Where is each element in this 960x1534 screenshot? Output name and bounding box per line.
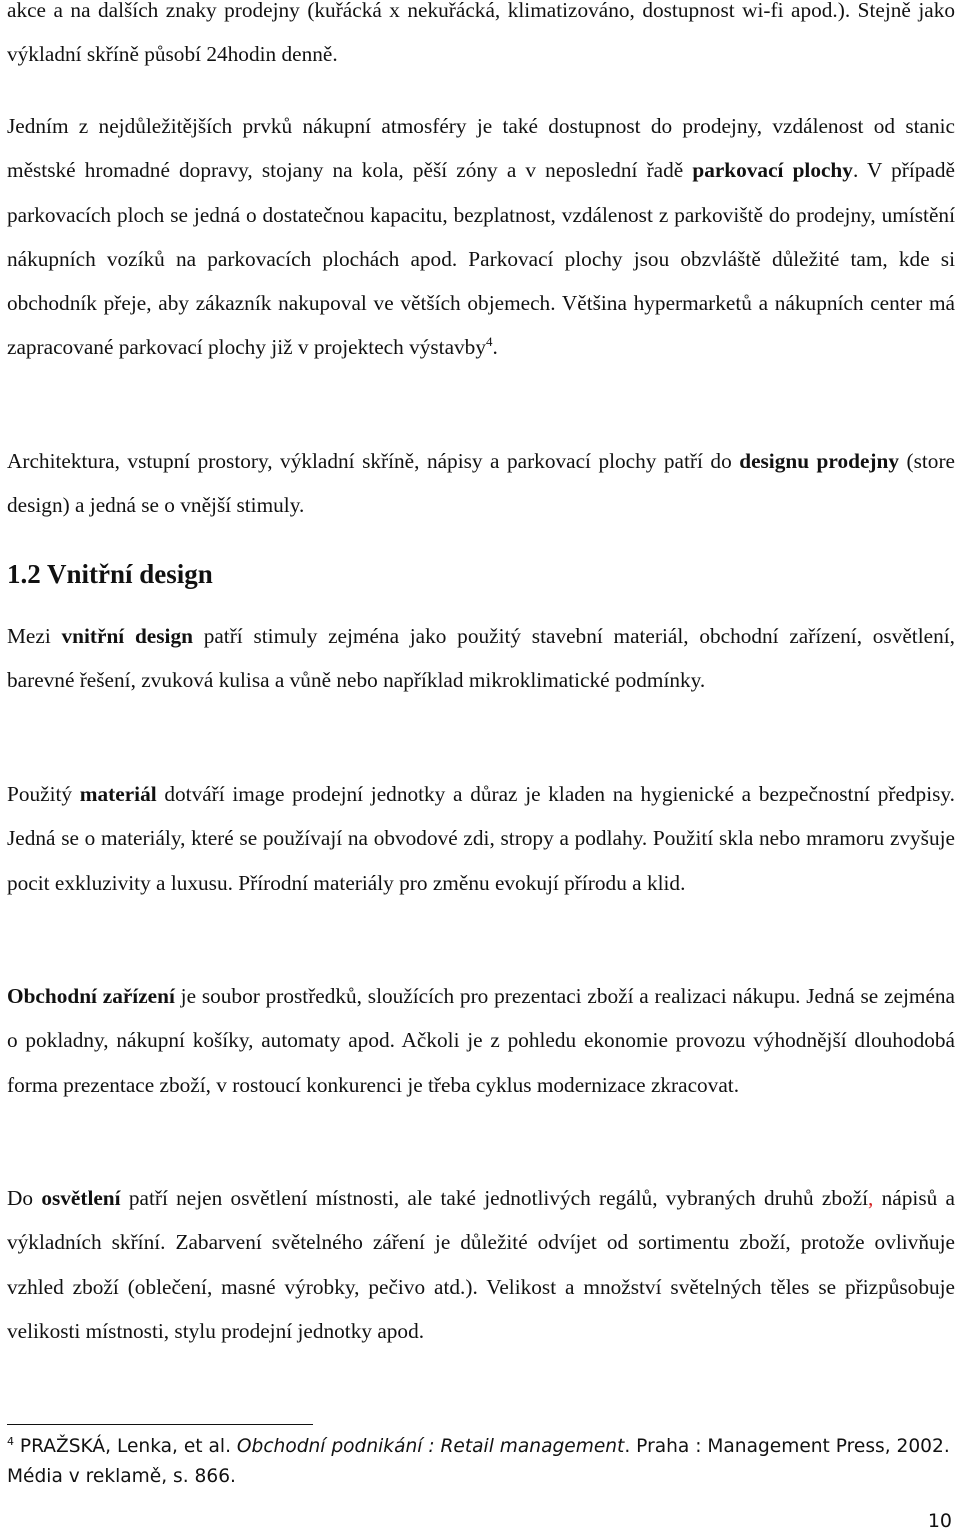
footnote-separator	[7, 1424, 313, 1425]
section-heading: 1.2 Vnitřní design	[7, 559, 213, 589]
footnote-reference[interactable]: 4	[485, 334, 493, 350]
footnote-number: 4	[7, 1434, 14, 1448]
paragraph-lighting: Do osvětlení patří nejen osvětlení místnosti, ale také jednotlivých regálů, vybraných druhů zboží, nápisů a výkladních skříní. Zabarvení světelného záření je důležité odvíjet od sortimentu zboží, protože ovlivňuje vzhled zboží (oblečení, masné výrobky, pečivo atd.). Velikost a množství světelných těles se přizpůsobuje velikosti místnosti, stylu prodejní jednotky apod.	[7, 1186, 955, 1343]
page-number: 10	[927, 1510, 952, 1532]
bold-term-interior-design: vnitřní design	[61, 624, 193, 648]
paragraph-accessibility: Jedním z nejdůležitějších prvků nákupní atmosféry je také dostupnost do prodejny, vzdálenost od stanic městské hromadné dopravy, stojany na kola, pěší zóny a v neposlední řadě parkovací plochy. V případě parkovacích ploch se jedná o dostatečnou kapacitu, bezplatnost, vzdálenost z parkoviště do prodejny, umístění nákupních vozíků na parkovacích plochách apod. Parkovací plochy jsou obzvláště důležité tam, kde si obchodník přeje, aby zákazník nakupoval ve větších objemech. Většina hypermarketů a nákupních center má zapracované parkovací plochy již v projektech výstavby$^4$.	[7, 114, 955, 360]
bold-term-store-equipment: Obchodní zařízení	[7, 984, 175, 1008]
bold-term-store-design: designu prodejny	[739, 449, 899, 473]
paragraph-material: Použitý materiál dotváří image prodejní jednotky a důraz je kladen na hygienické a bezpečnostní předpisy. Jedná se o materiály, které se používají na obvodové zdi, stropy a podlahy. Použití skla nebo mramoru zvyšuje pocit exkluzivity a luxusu. Přírodní materiály pro změnu evokují přírodu a klid.	[7, 782, 955, 895]
bold-term-material: materiál	[79, 782, 157, 806]
paragraph-interior-design: Mezi vnitřní design patří stimuly zejména jako použitý stavební materiál, obchodní zařízení, osvětlení, barevné řešení, zvuková kulisa a vůně nebo například mikroklimatické podmínky.	[7, 624, 955, 693]
bold-term-parking: parkovací plochy	[692, 158, 853, 183]
red-comma: ,	[868, 1186, 874, 1210]
paragraph-store-design: Architektura, vstupní prostory, výkladní skříně, nápisy a parkovací plochy patří do designu prodejny (store design) a jedná se o vnější stimuly.	[7, 449, 955, 518]
paragraph-store-equipment: Obchodní zařízení je soubor prostředků, sloužících pro prezentaci zboží a realizaci nákupu. Jedná se zejména o pokladny, nákupní košíky, automaty apod. Ačkoli je z pohledu ekonomie provozu výhodnější dlouhodobá forma prezentace zboží, v rostoucí konkurenci je třeba cyklus modernizace zkracovat.	[7, 984, 955, 1097]
footnote: $^4$ PRAŽSKÁ, Lenka, et al. Obchodní podnikání : Retail management. Praha : Management Press, 2002. Média v reklamě, s. 866.	[7, 1434, 950, 1487]
paragraph-intro-continuation: akce a na dalších znaky prodejny (kuřácká x nekuřácká, klimatizováno, dostupnost wi-fi apod.). Stejně jako výkladní skříně působí 24hodin denně.	[7, 0, 955, 67]
footnote-book-title: Obchodní podnikání : Retail management	[236, 1436, 625, 1457]
bold-term-lighting: osvětlení	[41, 1186, 121, 1210]
